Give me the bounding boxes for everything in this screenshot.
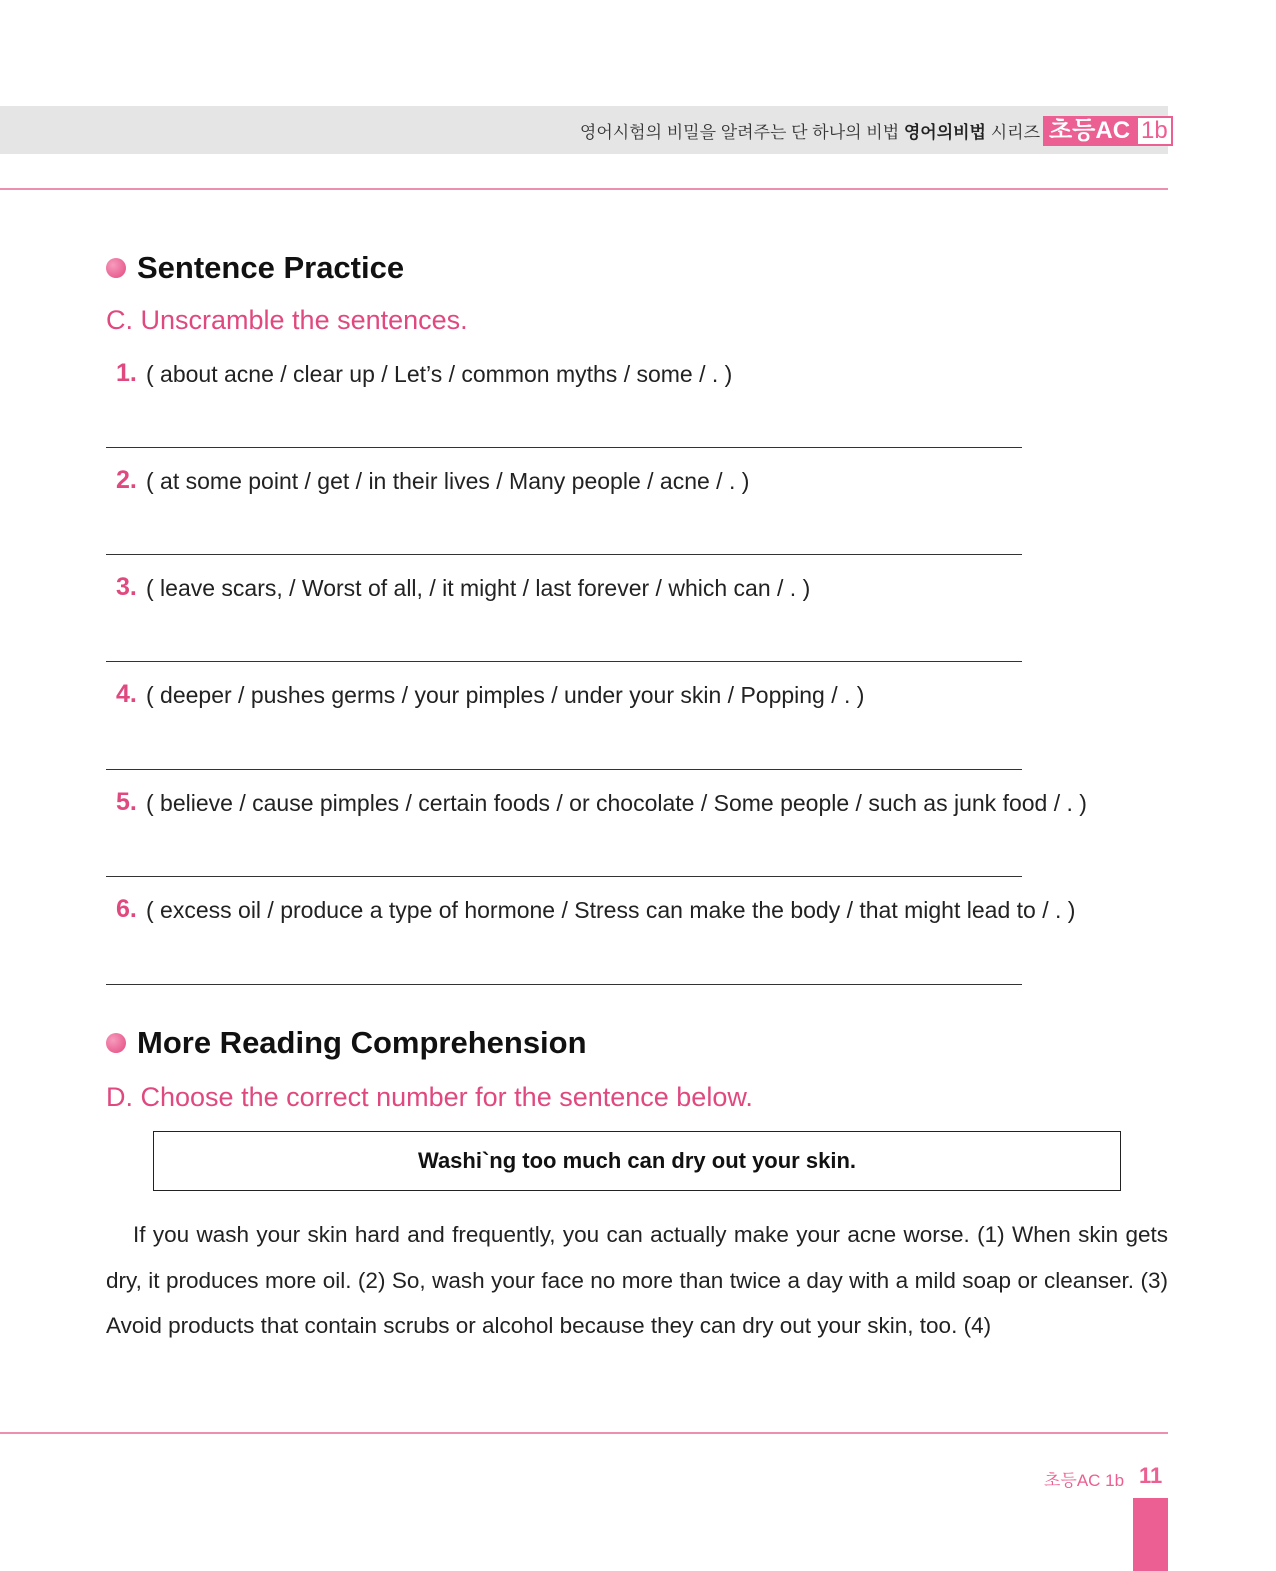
header-divider (0, 188, 1168, 190)
target-sentence-box (153, 1131, 1121, 1191)
unscramble-instruction: C. Unscramble the sentences. (106, 305, 468, 335)
scrambled-words: ( excess oil / produce a type of hormone / Stress can make the body / that might lead to / . ) (146, 897, 1076, 923)
section-title: Sentence Practice (137, 250, 405, 285)
reading-passage: If you wash your skin hard and frequently, you can actually make your acne worse. (1) When skin gets dry, it produces more oil. (2) So, wash your face no more than twice a day with a mild soap or cleanser. (3) Avoid products that contain scrubs or alcohol because they can dry out your skin, too. (4) (106, 1222, 1168, 1338)
scrambled-words: ( deeper / pushes germs / your pimples / under your skin / Popping / . ) (146, 682, 865, 708)
series-level: 1b (1136, 116, 1173, 146)
target-sentence: Washi`ng too much can dry out your skin. (418, 1148, 856, 1173)
header-tagline (580, 118, 1040, 143)
brand-name: 영어의비법 (903, 123, 986, 142)
series-badge (1043, 116, 1173, 146)
page-number: 11 (1139, 1463, 1163, 1488)
bullet-icon (106, 1033, 126, 1053)
section-title: More Reading Comprehension (137, 1025, 587, 1060)
scrambled-words: ( about acne / clear up / Let’s / common myths / some / . ) (146, 361, 733, 387)
item-number: 6. (116, 895, 137, 923)
item-number: 1. (116, 359, 137, 387)
sentence-practice-heading (106, 250, 404, 286)
page-edge-tab (1133, 1498, 1168, 1571)
answer-line[interactable] (106, 447, 1022, 448)
answer-line[interactable] (106, 769, 1022, 770)
choose-number-instruction: D. Choose the correct number for the sentence below. (106, 1082, 753, 1112)
bullet-icon (106, 258, 126, 278)
answer-line[interactable] (106, 661, 1022, 662)
answer-line[interactable] (106, 876, 1022, 877)
series-name: 초등AC (1043, 116, 1136, 146)
tagline-text: 영어시험의 비밀을 알려주는 단 하나의 비법 (579, 123, 900, 142)
scrambled-words: ( at some point / get / in their lives / Many people / acne / . ) (146, 468, 750, 494)
series-word: 시리즈 (990, 123, 1040, 142)
footer-series-label: 초등AC 1b (1044, 1471, 1125, 1490)
scrambled-words: ( believe / cause pimples / certain foods / or chocolate / Some people / such as junk food / . ) (146, 790, 1087, 816)
item-number: 2. (116, 466, 137, 494)
reading-comprehension-heading (106, 1025, 587, 1061)
answer-line[interactable] (106, 984, 1022, 985)
item-number: 3. (116, 573, 137, 601)
item-number: 4. (116, 680, 137, 708)
footer-divider (0, 1432, 1168, 1434)
item-number: 5. (116, 788, 137, 816)
answer-line[interactable] (106, 554, 1022, 555)
scrambled-words: ( leave scars, / Worst of all, / it might / last forever / which can / . ) (146, 575, 811, 601)
